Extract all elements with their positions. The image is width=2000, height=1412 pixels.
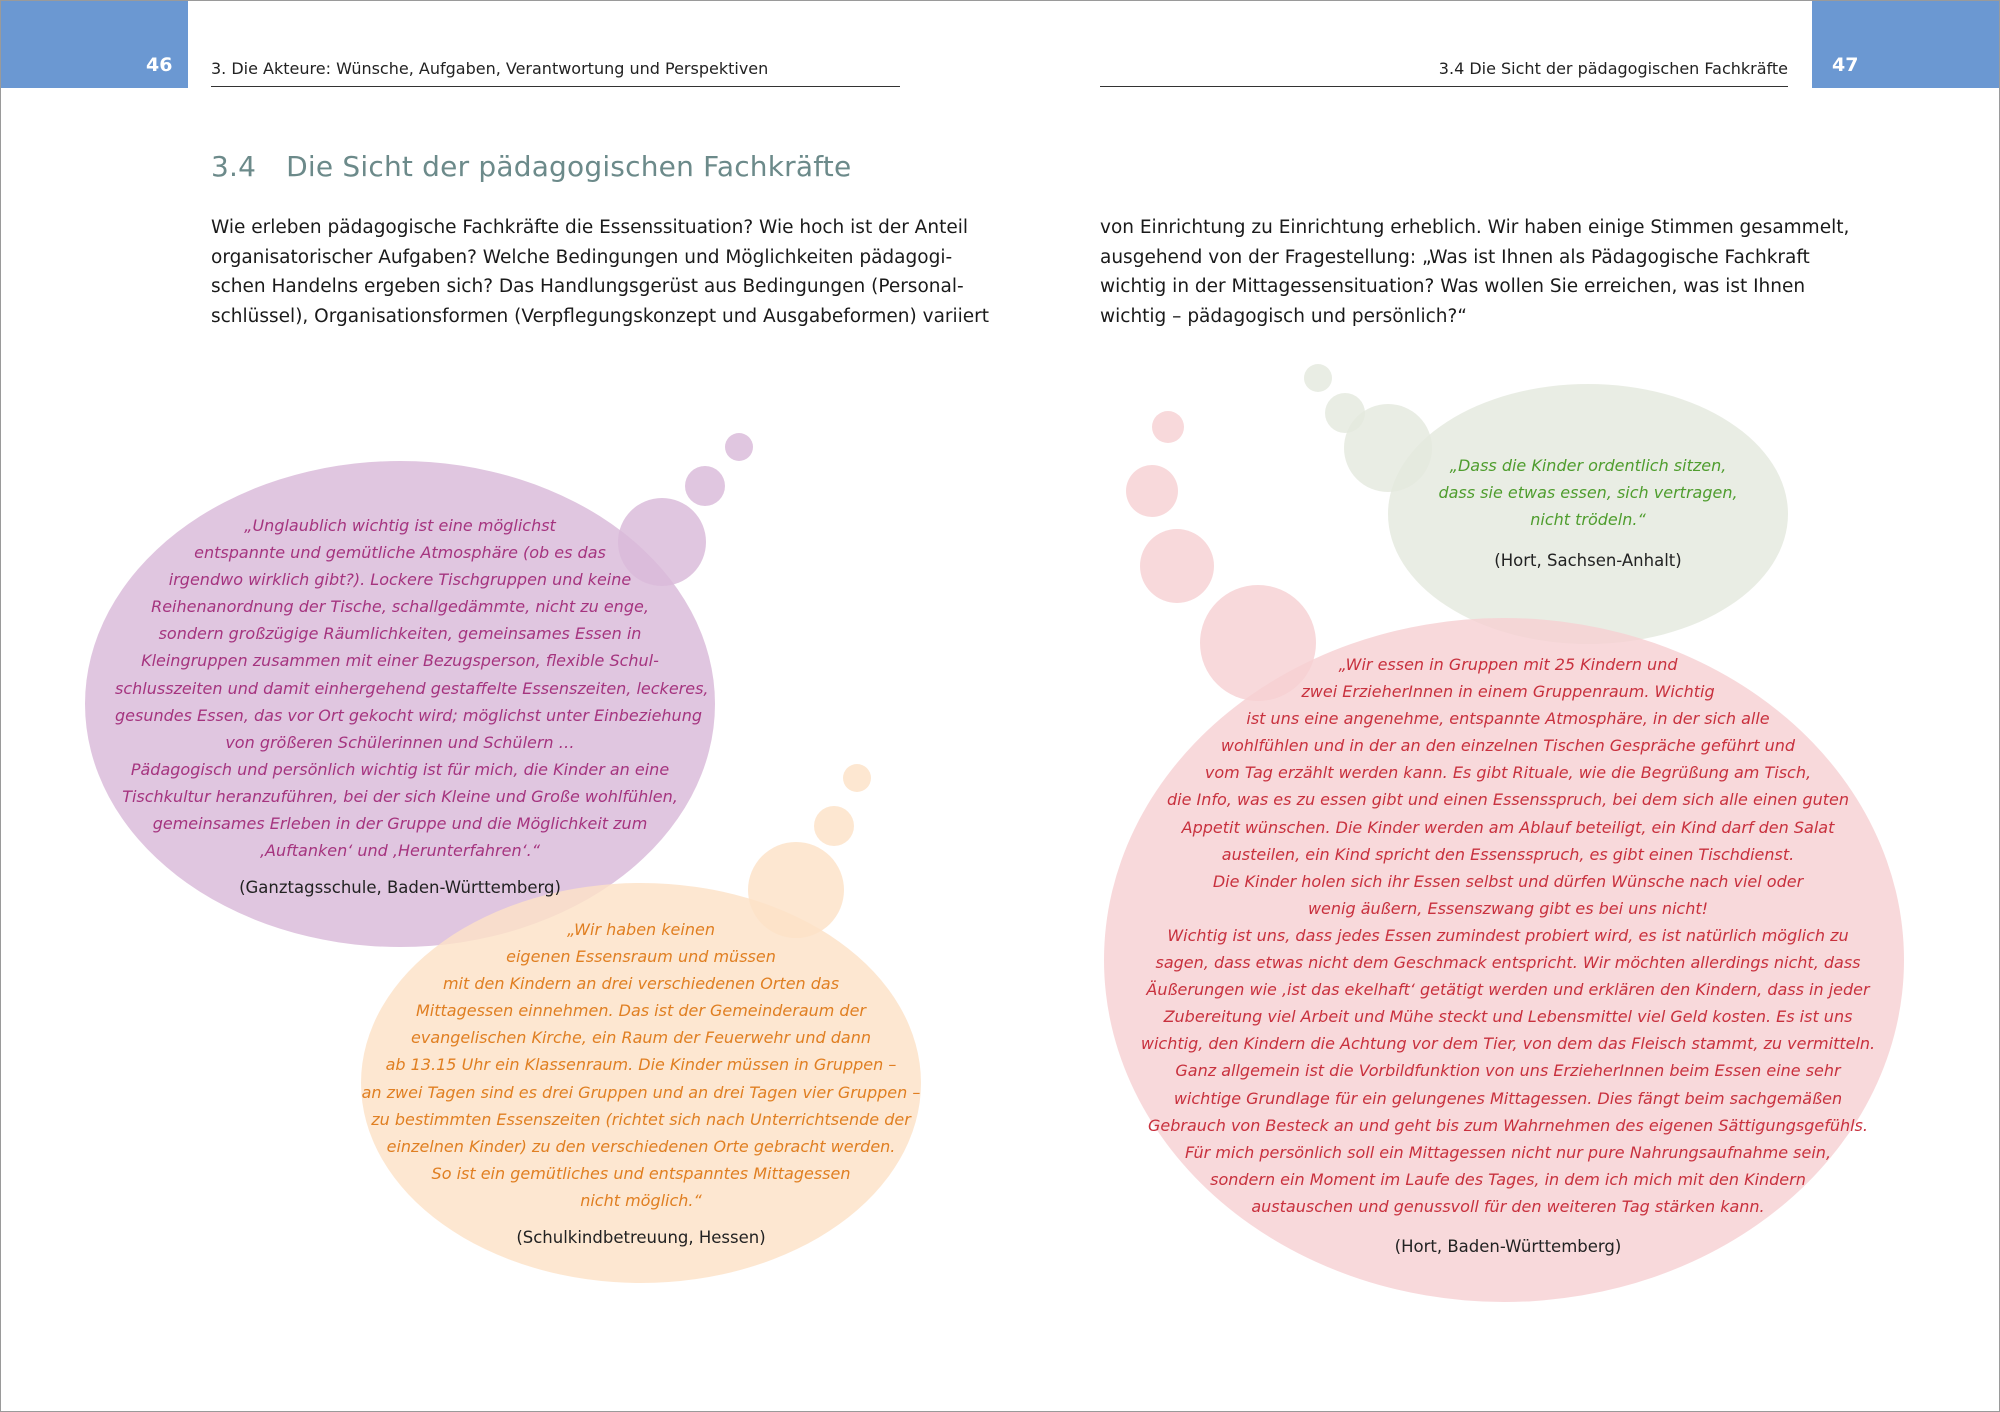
quote-line: wohlfühlen und in der an den einzelnen Tischen Gespräche geführt und [1220,736,1796,756]
quote-line: wichtig, den Kindern die Achtung vor dem Tier, von dem das Fleisch stammt, zu vermitteln. [1140,1034,1876,1054]
quote-line: „Unglaublich wichtig ist eine möglichst [244,516,556,535]
intro-line: schen Handelns ergeben sich? Das Handlungsgerüst aus Bedingungen (Personal- [211,276,964,297]
purple-bubble-dot [725,433,753,461]
intro-line: ausgehend von der Fragestellung: „Was ist Ihnen als Pädagogische Fachkraft [1100,246,1810,268]
running-head-left: 3. Die Akteure: Wünsche, Aufgaben, Verantwortung und Perspektiven [211,59,769,78]
quote-line: Gebrauch von Besteck an und geht bis zum Wahrnehmen des eigenen Sättigungsgefühls. [1148,1115,1868,1135]
quote-line: mit den Kindern an drei verschiedenen Orten das [442,974,840,994]
quote-line: dass sie etwas essen, sich vertragen, [1438,483,1738,503]
quote-line: irgendwo wirklich gibt?). Lockere Tischgruppen und keine [168,570,632,590]
quote-line: Zubereitung viel Arbeit und Mühe steckt und Lebensmittel viel Geld kosten. Es ist uns [1163,1007,1853,1027]
quote-line: Ganz allgemein ist die Vorbildfunktion von uns ErzieherInnen beim Essen eine sehr [1175,1061,1841,1081]
red-bubble-dot [1152,411,1184,443]
red-bubble-dot [1126,465,1178,517]
quote-line: Für mich persönlich soll ein Mittagessen nicht nur pure Nahrungsaufnahme sein, [1184,1142,1832,1162]
quote-line: ab 13.15 Uhr ein Klassenraum. Die Kinder müssen in Gruppen – [385,1055,897,1075]
quote-line: „Dass die Kinder ordentlich sitzen, [1449,456,1727,475]
intro-line: organisatorischer Aufgaben? Welche Bedingungen und Möglichkeiten pädagogi- [211,246,953,268]
quote-line: Pädagogisch und persönlich wichtig ist für mich, die Kinder an eine [130,759,670,779]
orange-bubble-dot [814,806,854,846]
quote-red [1138,651,1878,1220]
quote-line: einzelnen Kinder) zu den verschiedenen Orte gebracht werden. [386,1136,896,1156]
quote-line: sagen, dass etwas nicht dem Geschmack entspricht. Wir möchten allerdings nicht, dass [1155,953,1861,973]
quote-line: Tischkultur heranzuführen, bei der sich Kleine und Große wohlfühlen, [122,786,678,806]
quote-line: ‚Auftanken‘ und ‚Herunterfahren‘.“ [259,841,541,861]
running-head-right: 3.4 Die Sicht der pädagogischen Fachkräfte [1438,59,1788,78]
intro-line: wichtig – pädagogisch und persönlich?“ [1100,305,1467,327]
quote-line: zu bestimmten Essenszeiten (richtet sich nach Unterrichtsende der [371,1109,911,1129]
quote-green [1398,452,1778,533]
right-page [1000,0,2000,1412]
quote-line: vom Tag erzählt werden kann. Es gibt Rituale, wie die Begrüßung am Tisch, [1204,763,1812,783]
quote-line: sondern großzügige Räumlichkeiten, gemeinsames Essen in [158,624,642,644]
quote-line: sondern ein Moment im Laufe des Tages, in dem ich mich mit den Kindern [1210,1169,1806,1189]
quote-green-source: (Hort, Sachsen-Anhalt) [1494,551,1682,570]
quote-red-source: (Hort, Baden-Württemberg) [1394,1237,1622,1256]
section-number: 3.4 [211,150,257,183]
quote-purple-source: (Ganztagsschule, Baden-Württemberg) [239,878,561,897]
quote-line: Reihenanordnung der Tische, schallgedämmte, nicht zu enge, [151,597,649,617]
quote-line: Appetit wünschen. Die Kinder werden am Ablauf beteiligt, ein Kind darf den Salat [1181,817,1835,837]
quote-line: die Info, was es zu essen gibt und einen Essensspruch, bei dem sich alle einen guten [1166,790,1850,810]
quote-line: zwei ErzieherInnen in einem Gruppenraum. Wichtig [1301,682,1715,702]
quote-line: wichtige Grundlage für ein gelungenes Mittagessen. Dies fängt beim sachgemäßen [1173,1088,1843,1108]
quote-line: entspannte und gemütliche Atmosphäre (ob es das [194,543,606,563]
intro-line: Wie erleben pädagogische Fachkräfte die Essenssituation? Wie hoch ist der Anteil [211,217,968,238]
red-bubble-dot [1140,529,1214,603]
page-number-left: 46 [146,54,173,76]
intro-line: wichtig in der Mittagessensituation? Was wollen Sie erreichen, was ist Ihnen [1100,276,1806,297]
quote-line: ist uns eine angenehme, entspannte Atmosphäre, in der sich alle [1246,709,1770,729]
section-title: Die Sicht der pädagogischen Fachkräfte [286,150,852,183]
quote-orange [361,916,921,1214]
quote-line: Die Kinder holen sich ihr Essen selbst und dürfen Wünsche nach viel oder [1212,871,1804,891]
intro-line: von Einrichtung zu Einrichtung erheblich. Wir haben einige Stimmen gesammelt, [1100,217,1850,238]
quote-line: So ist ein gemütliches und entspanntes Mittagessen [431,1163,851,1183]
quote-line: gemeinsames Erleben in der Gruppe und die Möglichkeit zum [152,814,648,834]
quote-line: gesundes Essen, das vor Ort gekocht wird; möglichst unter Einbeziehung [115,705,702,725]
quote-line: Kleingruppen zusammen mit einer Bezugsperson, flexible Schul- [141,651,659,671]
quote-line: austauschen und genussvoll für den weiteren Tag stärken kann. [1251,1196,1765,1216]
quote-line: schlusszeiten und damit einhergehend gestaffelte Essenszeiten, leckeres, [115,678,709,698]
quote-line: an zwei Tagen sind es drei Gruppen und an drei Tagen vier Gruppen – [361,1082,921,1102]
green-bubble-dot [1304,364,1332,392]
quote-line: eigenen Essensraum und müssen [506,947,776,967]
quote-line: „Wir haben keinen [567,920,715,939]
quote-purple [115,512,709,864]
orange-bubble-dot [843,764,871,792]
quote-line: nicht trödeln.“ [1530,510,1646,530]
quote-line: nicht möglich.“ [580,1190,702,1210]
quote-line: wenig äußern, Essenszwang gibt es bei uns nicht! [1307,898,1709,918]
quote-line: austeilen, ein Kind spricht den Essensspruch, es gibt einen Tischdienst. [1221,844,1795,864]
quote-line: evangelischen Kirche, ein Raum der Feuerwehr und dann [411,1028,871,1048]
quote-orange-source: (Schulkindbetreuung, Hessen) [516,1228,766,1247]
quote-line: Mittagessen einnehmen. Das ist der Gemeinderaum der [415,1001,867,1021]
quote-line: Wichtig ist uns, dass jedes Essen zumindest probiert wird, es ist natürlich möglich zu [1167,925,1849,945]
page-number-right: 47 [1832,54,1859,76]
quote-line: Äußerungen wie ‚ist das ekelhaft‘ getätigt werden und erklären den Kindern, dass in jeder [1146,980,1870,1000]
intro-line: schlüssel), Organisationsformen (Verpflegungskonzept und Ausgabeformen) variiert [211,305,990,327]
quote-line: „Wir essen in Gruppen mit 25 Kindern und [1338,655,1678,674]
quote-line: von größeren Schülerinnen und Schülern … [225,732,575,752]
purple-bubble-dot [685,466,725,506]
